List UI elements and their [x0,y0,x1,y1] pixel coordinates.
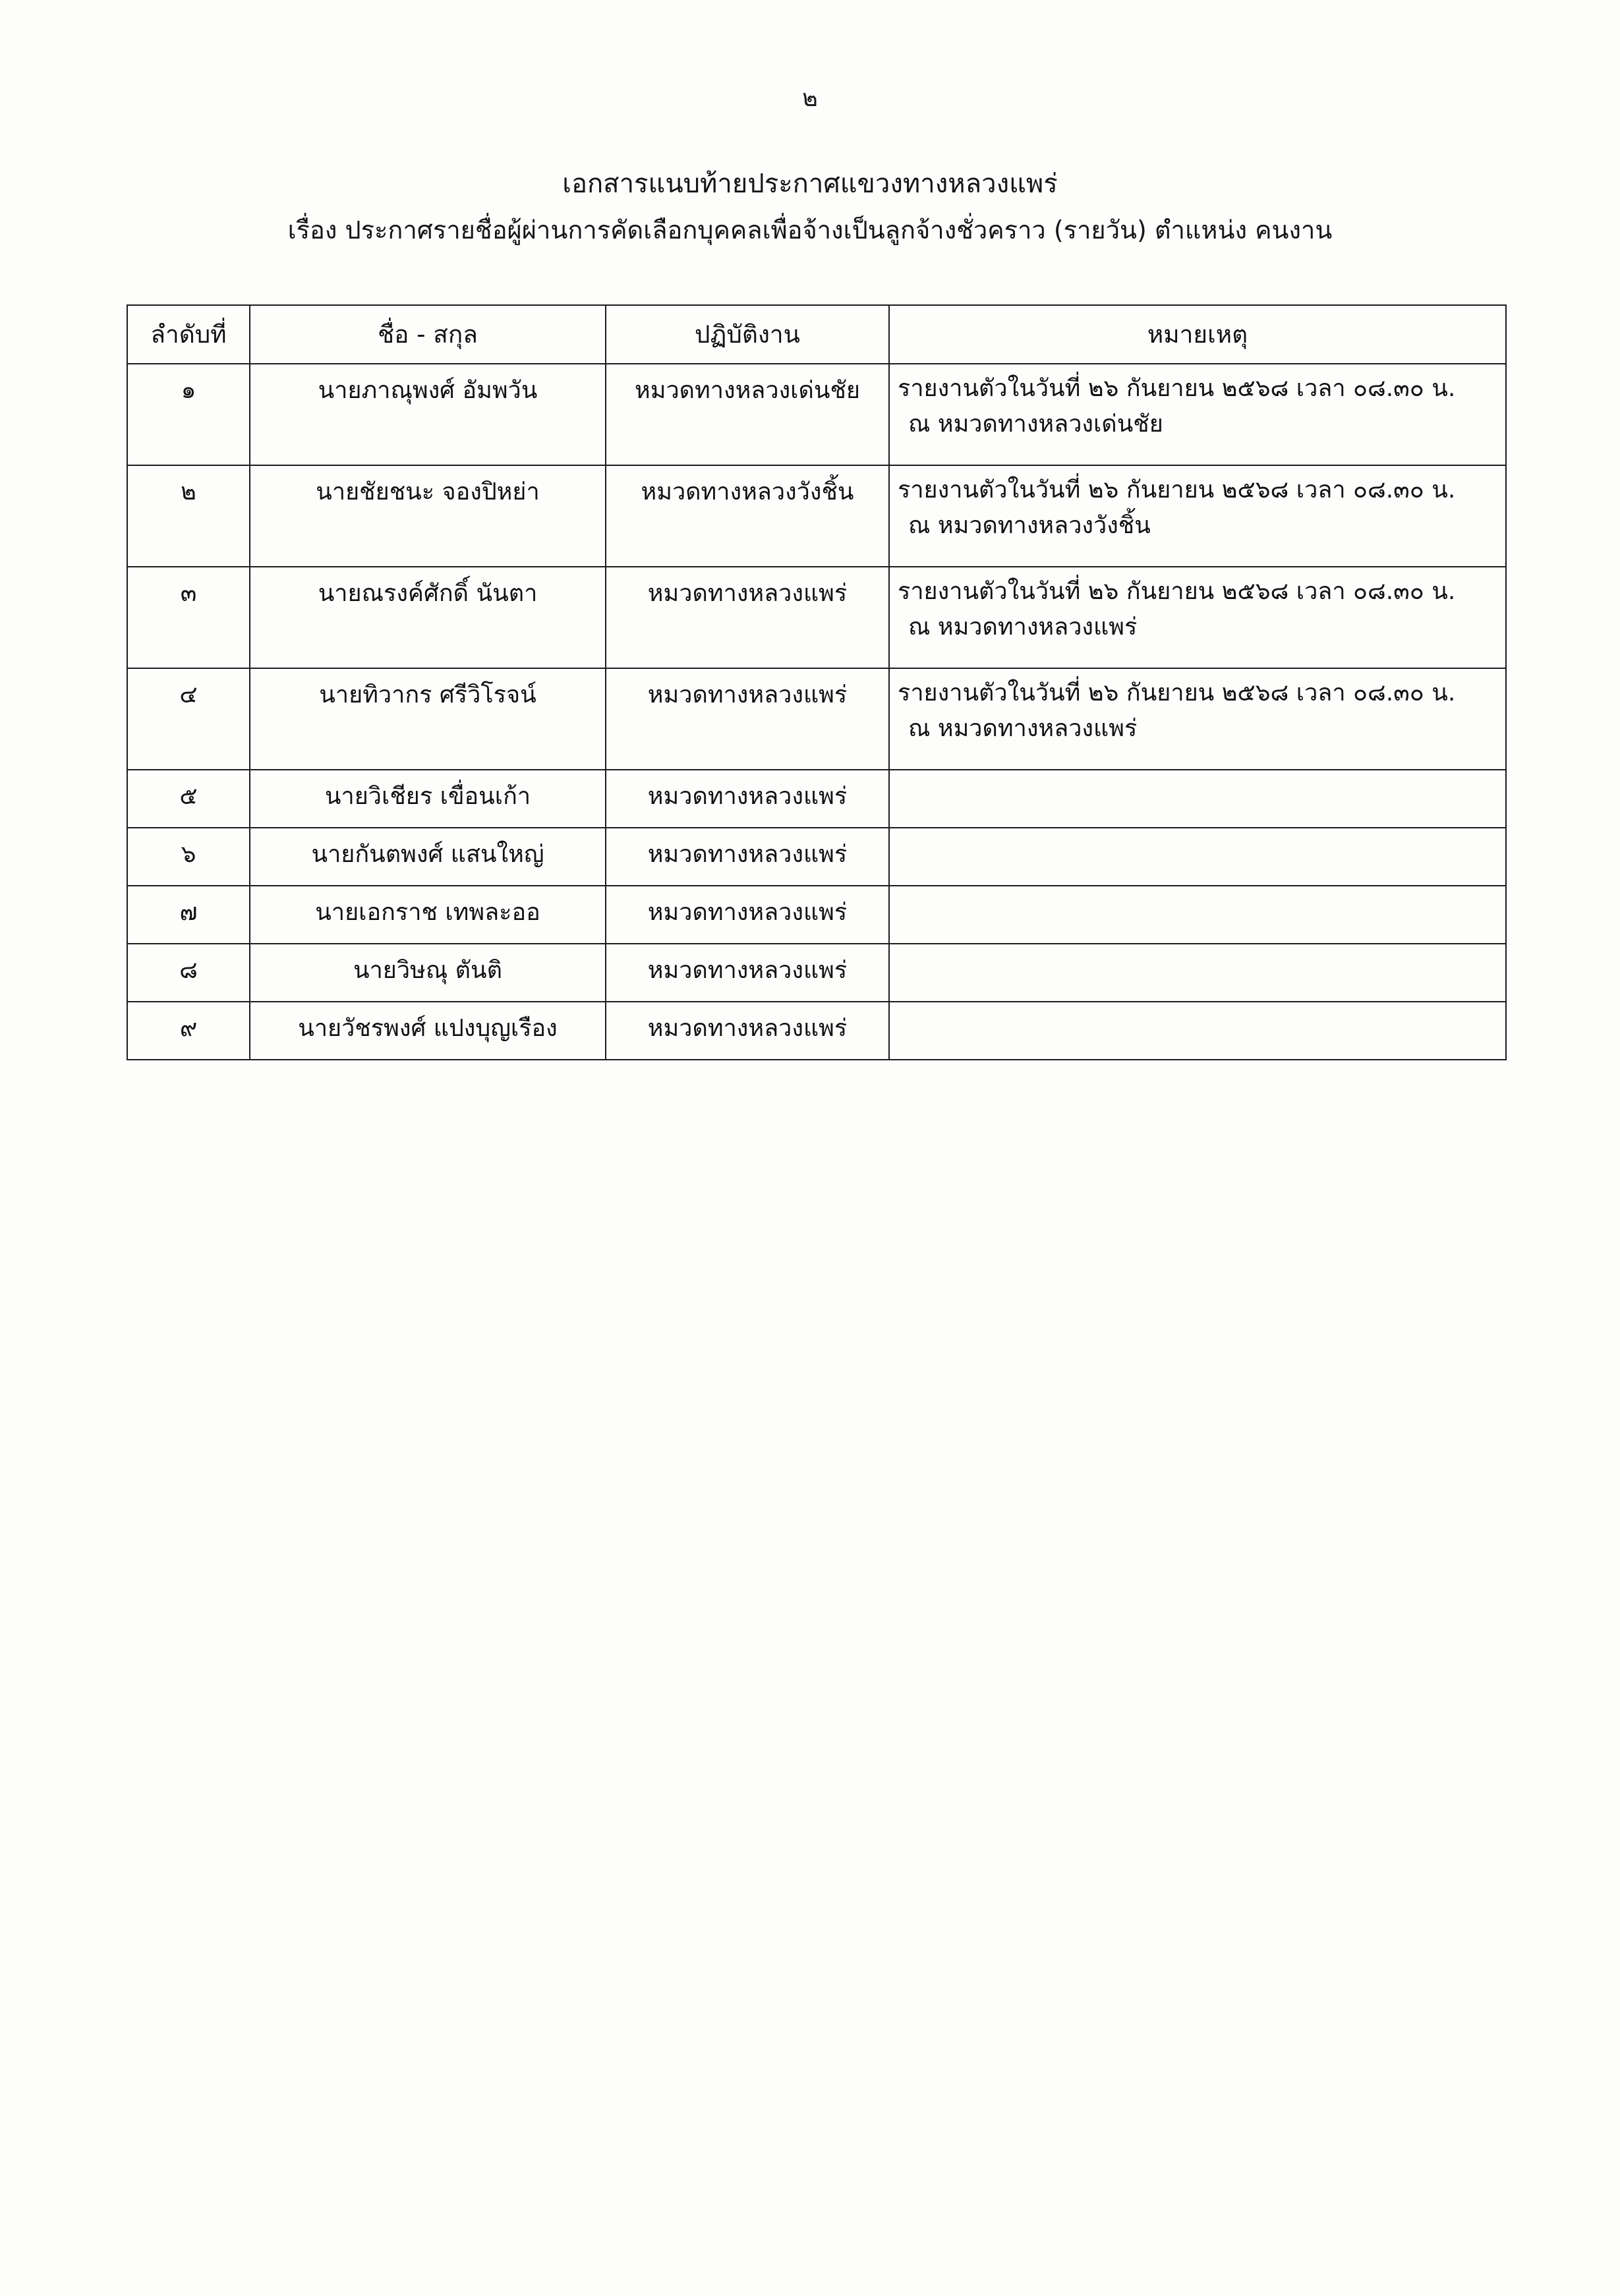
document-title-line-1: เอกสารแนบท้ายประกาศแขวงทางหลวงแพร่ [562,169,1058,199]
note-line-2: ณ หมวดทางหลวงเด่นชัย [908,411,1163,438]
cell-note [889,364,1506,465]
note-line-2: ณ หมวดทางหลวงวังชิ้น [908,512,1151,539]
cell-order: ๙ [127,1002,250,1060]
table-row [127,364,1506,465]
cell-note [889,886,1506,944]
column-header-note: หมายเหตุ [889,305,1506,364]
table-row [127,567,1506,668]
document-title-line-2: เรื่อง ประกาศรายชื่อผู้ผ่านการคัดเลือกบุคคลเพื่อจ้างเป็นลูกจ้างชั่วคราว (รายวัน) ตำแหน่ง คนงาน [287,215,1333,244]
cell-unit: หมวดทางหลวงแพร่ [606,828,889,886]
column-header-unit: ปฏิบัติงาน [606,305,889,364]
cell-order: ๖ [127,828,250,886]
cell-unit: หมวดทางหลวงแพร่ [606,668,889,770]
document-title [0,163,1620,250]
cell-name: นายทิวากร ศรีวิโรจน์ [250,668,606,770]
table-row [127,944,1506,1002]
cell-unit: หมวดทางหลวงแพร่ [606,770,889,828]
note-line-2: ณ หมวดทางหลวงแพร่ [908,715,1138,742]
page-number: ๒ [802,85,818,112]
column-header-name: ชื่อ - สกุล [250,305,606,364]
note-line-2: ณ หมวดทางหลวงแพร่ [908,614,1138,641]
cell-order: ๗ [127,886,250,944]
cell-name: นายณรงค์ศักดิ์ นันตา [250,567,606,668]
cell-note [889,465,1506,567]
note-line-1: รายงานตัวในวันที่ ๒๖ กันยายน ๒๕๖๘ เวลา ๐๘.๓๐ น. [898,679,1456,706]
cell-unit: หมวดทางหลวงแพร่ [606,944,889,1002]
table-row [127,668,1506,770]
cell-name: นายกันตพงศ์ แสนใหญ่ [250,828,606,886]
cell-unit: หมวดทางหลวงแพร่ [606,1002,889,1060]
cell-name: นายวิเชียร เขื่อนเก้า [250,770,606,828]
cell-note [889,770,1506,828]
cell-name: นายเอกราช เทพละออ [250,886,606,944]
cell-order: ๑ [127,364,250,465]
table-row [127,828,1506,886]
note-line-1: รายงานตัวในวันที่ ๒๖ กันยายน ๒๕๖๘ เวลา ๐๘.๓๐ น. [898,578,1456,605]
note-line-1: รายงานตัวในวันที่ ๒๖ กันยายน ๒๕๖๘ เวลา ๐๘.๓๐ น. [898,476,1456,503]
cell-unit: หมวดทางหลวงเด่นชัย [606,364,889,465]
cell-order: ๘ [127,944,250,1002]
cell-order: ๔ [127,668,250,770]
cell-name: นายชัยชนะ จองปิหย่า [250,465,606,567]
table-row [127,1002,1506,1060]
cell-note [889,1002,1506,1060]
cell-name: นายวัชรพงศ์ แปงบุญเรือง [250,1002,606,1060]
note-line-1: รายงานตัวในวันที่ ๒๖ กันยายน ๒๕๖๘ เวลา ๐๘.๓๐ น. [898,375,1456,402]
cell-order: ๒ [127,465,250,567]
table-row [127,465,1506,567]
table-row [127,770,1506,828]
cell-unit: หมวดทางหลวงแพร่ [606,567,889,668]
cell-unit: หมวดทางหลวงวังชิ้น [606,465,889,567]
table-header-row [127,305,1506,364]
table-row [127,886,1506,944]
cell-note [889,944,1506,1002]
cell-note [889,668,1506,770]
cell-note [889,828,1506,886]
results-table [127,304,1507,1060]
cell-order: ๓ [127,567,250,668]
cell-name: นายวิษณุ ตันติ [250,944,606,1002]
cell-unit: หมวดทางหลวงแพร่ [606,886,889,944]
cell-name: นายภาณุพงศ์ อัมพวัน [250,364,606,465]
cell-order: ๕ [127,770,250,828]
cell-note [889,567,1506,668]
column-header-order: ลำดับที่ [127,305,250,364]
